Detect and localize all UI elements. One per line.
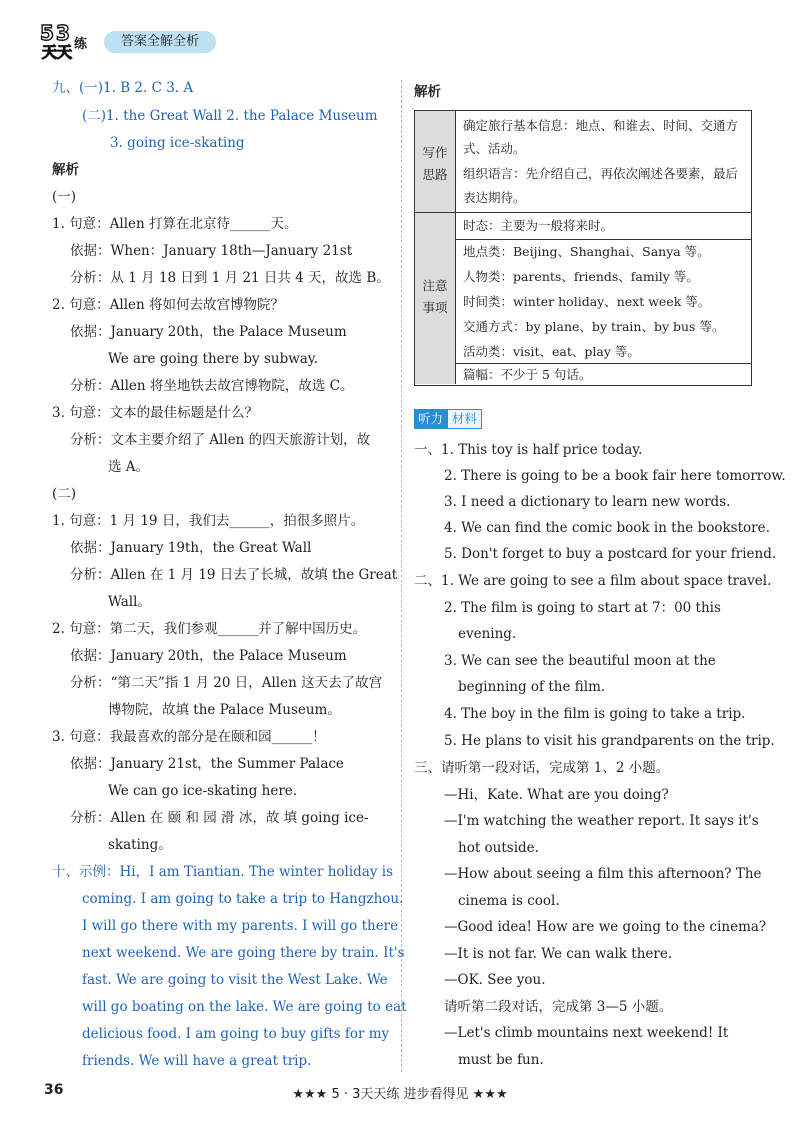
text-line: 1. 句意：Allen 打算在北京待______天。 <box>52 216 298 232</box>
table-cell-line: 地点类：Beijing、Shanghai、Sanya 等。 <box>463 244 710 259</box>
text-line: 依据：When：January 18th—January 21st <box>70 243 353 259</box>
transcript-line: 三、请听第一段对话，完成第 1、2 小题。 <box>414 760 670 776</box>
dialogue-line: —OK. See you. <box>444 972 546 988</box>
text-line: 分析：文本主要介绍了 Allen 的四天旅游计划，故 <box>70 432 371 448</box>
listening-material-tag <box>414 408 482 428</box>
table-cell-line: 时间类：winter holiday、next week 等。 <box>463 294 711 309</box>
sample-essay-line: friends. We will have a great trip. <box>82 1053 312 1069</box>
sample-essay-line: fast. We are going to visit the West Lake. We <box>82 972 388 988</box>
transcript-line: 二、1. We are going to see a film about space travel. <box>414 573 772 589</box>
text-line: 分析：Allen 在 1 月 19 日去了长城，故填 the Great <box>70 567 398 583</box>
dialogue-line: —It is not far. We can walk there. <box>444 946 673 962</box>
transcript-line: evening. <box>458 626 517 642</box>
text-line: We can go ice-skating here. <box>108 783 298 799</box>
text-line: skating。 <box>108 837 172 853</box>
brand-logo <box>38 18 100 60</box>
text-line: 依据：January 21st，the Summer Palace <box>70 756 344 772</box>
transcript-line: 5. Don't forget to buy a postcard for your friend. <box>444 546 777 562</box>
text-line: 2. 句意：第二天，我们参观______并了解中国历史。 <box>52 621 367 637</box>
transcript-line: 3. We can see the beautiful moon at the <box>444 653 716 669</box>
table-cell-line: 确定旅行基本信息：地点、和谁去、时间、交通方 <box>463 118 739 133</box>
dialogue-line: —Hi，Kate. What are you doing? <box>444 787 669 803</box>
text-line: 依据：January 19th，the Great Wall <box>70 540 312 556</box>
dialogue-line: —Good idea! How are we going to the cinema? <box>444 919 767 935</box>
table-cell-line: 交通方式：by plane、by train、by bus 等。 <box>463 319 725 334</box>
text-line: 依据：January 20th，the Palace Museum <box>70 648 347 664</box>
sample-essay-line: I will go there with my parents. I will go there <box>82 918 399 934</box>
transcript-line: 请听第二段对话，完成第 3—5 小题。 <box>444 999 673 1015</box>
answer-line: 九、(一)1. B 2. C 3. A <box>52 80 194 96</box>
sample-essay-line: 十、示例：Hi，I am Tiantian. The winter holiday is <box>52 864 394 880</box>
table-label-writing: 写作 思路 <box>415 111 456 221</box>
answer-line: 3. going ice-skating <box>110 135 245 151</box>
writing-guide-table <box>414 110 752 386</box>
dialogue-line: —I'm watching the weather report. It says it's <box>444 813 759 829</box>
text-line: 3. 句意：文本的最佳标题是什么？ <box>52 405 259 421</box>
header-section-tag: 答案全解全析 <box>104 31 216 53</box>
dialogue-line: cinema is cool. <box>458 893 560 909</box>
text-line: 依据：January 20th，the Palace Museum <box>70 324 347 340</box>
transcript-line: 5. He plans to visit his grandparents on the trip. <box>444 733 775 749</box>
part-label: (二) <box>52 486 77 502</box>
text-line: 分析：Allen 将坐地铁去故宫博物院，故选 C。 <box>70 378 354 394</box>
text-line: 分析：从 1 月 18 日到 1 月 21 日共 4 天，故选 B。 <box>70 270 390 286</box>
sample-essay-line: delicious food. I am going to buy gifts for my <box>82 1026 390 1042</box>
table-cell-line: 时态：主要为一般将来时。 <box>463 218 614 233</box>
text-line: 2. 句意：Allen 将如何去故宫博物院？ <box>52 297 285 313</box>
transcript-line: 2. The film is going to start at 7：00 this <box>444 600 721 616</box>
answer-line: (二)1. the Great Wall 2. the Palace Museum <box>82 108 378 124</box>
dialogue-line: —Let's climb mountains next weekend! It <box>444 1025 729 1041</box>
listening-tag-label: 听力 <box>414 409 447 429</box>
svg-text:练: 练 <box>74 37 88 52</box>
svg-text:5: 5 <box>40 21 54 45</box>
text-line: 分析：“第二天”指 1 月 20 日，Allen 这天去了故宫 <box>70 675 383 691</box>
svg-text:天天: 天天 <box>42 43 73 60</box>
table-cell-line: 篇幅：不少于 5 句话。 <box>463 367 592 382</box>
text-line: We are going there by subway. <box>108 351 318 367</box>
transcript-line: 2. There is going to be a book fair here tomorrow. <box>444 468 786 484</box>
table-cell-line: 人物类：parents、friends、family 等。 <box>463 269 699 284</box>
dialogue-line: must be fun. <box>458 1052 544 1068</box>
transcript-line: 4. The boy in the film is going to take a trip. <box>444 706 746 722</box>
dialogue-line: hot outside. <box>458 840 539 856</box>
text-line: 1. 句意：1 月 19 日，我们去______，拍很多照片。 <box>52 513 365 529</box>
part-label: (一) <box>52 189 77 205</box>
material-tag-label: 材料 <box>447 409 482 429</box>
sample-essay-line: will go boating on the lake. We are going to eat <box>82 999 407 1015</box>
table-label-notes: 注意 事项 <box>415 213 456 384</box>
text-line: 选 A。 <box>108 459 150 475</box>
transcript-line: 一、1. This toy is half price today. <box>414 442 643 458</box>
footer-slogan: ★★★ 5 · 3天天练 进步看得见 ★★★ <box>292 1087 508 1102</box>
table-cell-line: 组织语言：先介绍自己，再依次阐述各要素，最后 <box>463 166 739 181</box>
column-divider <box>401 80 402 1072</box>
transcript-line: 4. We can find the comic book in the bookstore. <box>444 520 770 536</box>
transcript-line: beginning of the film. <box>458 679 606 695</box>
analysis-heading: 解析 <box>52 162 79 178</box>
text-line: 分析：Allen 在 颐 和 园 滑 冰，故 填 going ice- <box>70 810 369 826</box>
dialogue-line: —How about seeing a film this afternoon? The <box>444 866 762 882</box>
transcript-line: 3. I need a dictionary to learn new words. <box>444 494 731 510</box>
sample-essay-line: coming. I am going to take a trip to Hangzhou. <box>82 891 404 907</box>
page-number: 36 <box>44 1082 64 1098</box>
analysis-heading: 解析 <box>414 84 441 100</box>
sample-essay-line: next weekend. We are going there by train. It's <box>82 945 405 961</box>
svg-text:3: 3 <box>56 21 70 45</box>
table-cell-line: 表达期待。 <box>463 190 526 205</box>
table-cell-line: 活动类：visit、eat、play 等。 <box>463 344 640 359</box>
text-line: Wall。 <box>108 594 151 610</box>
text-line: 博物院，故填 the Palace Museum。 <box>108 702 341 718</box>
table-cell-line: 式、活动。 <box>463 141 526 156</box>
text-line: 3. 句意：我最喜欢的部分是在颐和园______！ <box>52 729 326 745</box>
